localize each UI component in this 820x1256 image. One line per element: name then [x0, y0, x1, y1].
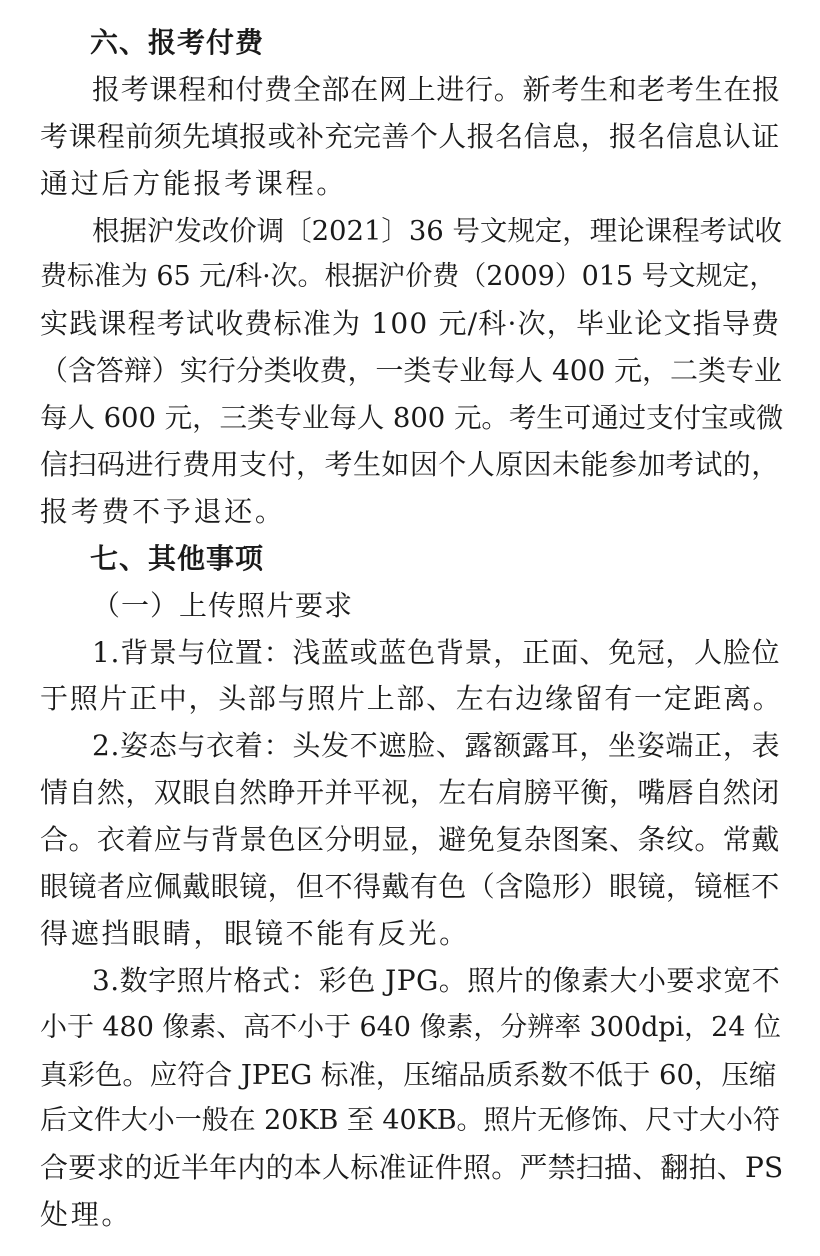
paragraph-line: 3.数字照片格式：彩色 JPG。照片的像素大小要求宽不 — [92, 963, 781, 997]
section-fee-payment — [40, 20, 785, 536]
paragraph-line: 根据沪发改价调〔2021〕36 号文规定，理论课程考试收 — [92, 214, 782, 247]
paragraph-line: 报考课程和付费全部在网上进行。新考生和老考生在报 — [92, 72, 781, 106]
paragraph-line: 情自然，双眼自然睁开并平视，左右肩膀平衡，嘴唇自然闭 — [40, 776, 780, 810]
paragraph-line: 报考费不予退还。 — [40, 494, 286, 528]
paragraph-fee-standards — [40, 208, 785, 536]
section-other-matters — [40, 536, 785, 1239]
section-heading: 六、报考付费 — [90, 26, 265, 59]
paragraph-line: 于照片正中，头部与照片上部、左右边缘留有一定距离。 — [40, 682, 783, 716]
paragraph-line: （含答辩）实行分类收费，一类专业每人 400 元，二类专业 — [40, 354, 782, 388]
paragraph-line: 眼镜者应佩戴眼镜，但不得戴有色（含隐形）眼镜，镜框不 — [40, 870, 780, 904]
document-page — [40, 20, 785, 1239]
paragraph-photo-background — [40, 630, 785, 724]
paragraph-line: 1.背景与位置：浅蓝或蓝色背景，正面、免冠，人脸位 — [92, 635, 781, 669]
paragraph-line: 每人 600 元，三类专业每人 800 元。考生可通过支付宝或微 — [40, 402, 784, 435]
paragraph-line: 合要求的近半年内的本人标准证件照。严禁扫描、翻拍、PS — [40, 1151, 784, 1185]
subsection-heading: （一）上传照片要求 — [92, 588, 354, 622]
paragraph-line: 后文件大小一般在 20KB 至 40KB。照片无修饰、尺寸大小符 — [40, 1105, 780, 1137]
paragraph-line: 合。衣着应与背景色区分明显，避免复杂图案、条纹。常戴 — [40, 823, 780, 857]
paragraph-line: 真彩色。应符合 JPEG 标准，压缩品质系数不低于 60，压缩 — [40, 1058, 777, 1091]
paragraph-line: 信扫码进行费用支付，考生如因个人原因未能参加考试的， — [40, 448, 780, 482]
paragraph-line: 处理。 — [40, 1198, 133, 1232]
paragraph-photo-posture — [40, 723, 785, 957]
paragraph-line: 2.姿态与衣着：头发不遮脸、露额露耳，坐姿端正，表 — [92, 729, 781, 763]
paragraph-line: 小于 480 像素、高不小于 640 像素，分辨率 300dpi，24 位 — [40, 1011, 781, 1043]
paragraph-online-registration — [40, 67, 785, 208]
paragraph-line: 考课程前须先填报或补充完善个人报名信息，报名信息认证 — [40, 119, 780, 153]
paragraph-line: 得遮挡眼睛，眼镜不能有反光。 — [40, 916, 470, 950]
section-heading: 七、其他事项 — [90, 541, 265, 575]
paragraph-line: 实践课程考试收费标准为 100 元/科·次，毕业论文指导费 — [40, 307, 781, 341]
paragraph-line: 通过后方能报考课程。 — [40, 166, 348, 200]
paragraph-photo-format — [40, 958, 785, 1239]
paragraph-line: 费标准为 65 元/科·次。根据沪价费（2009）015 号文规定， — [40, 261, 777, 293]
